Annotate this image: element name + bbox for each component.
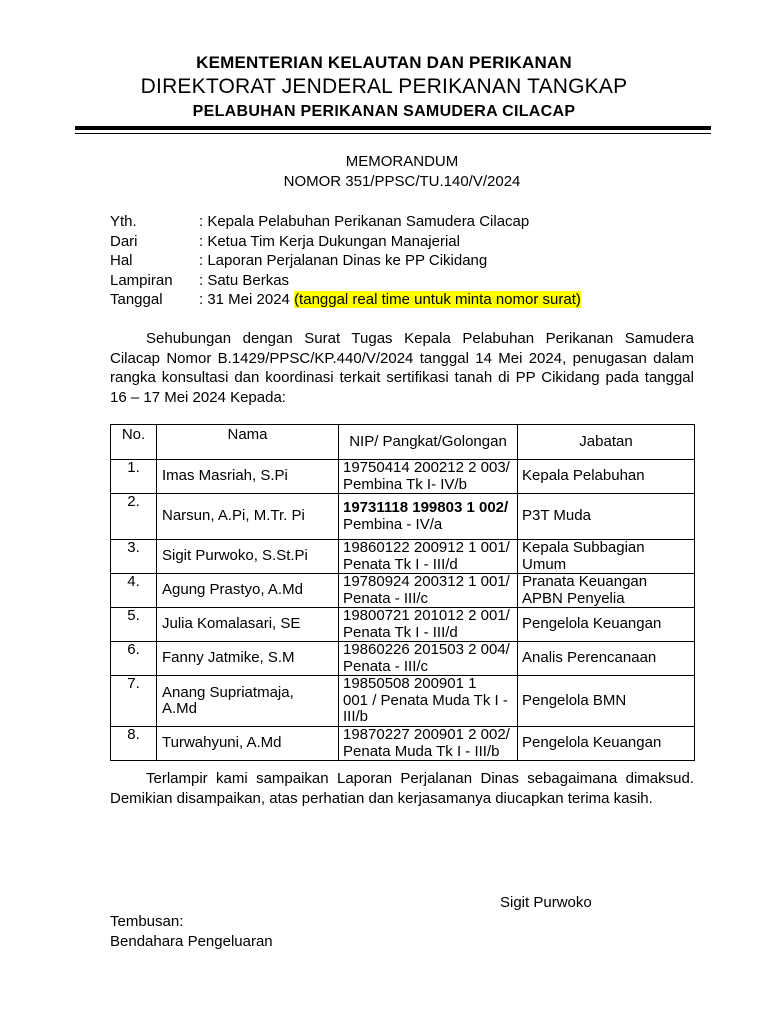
- nip-line: 19860226 201503 2 004/: [343, 641, 510, 658]
- nip-line: 19800721 201012 2 001/: [343, 607, 510, 624]
- table-row: [111, 574, 695, 608]
- row-number: 2.: [111, 494, 157, 540]
- meta-row-from: [110, 232, 581, 252]
- name-line: A.Md: [162, 700, 198, 717]
- position-line: Umum: [522, 555, 567, 573]
- nip-line: 19780924 200312 1 001/: [343, 573, 510, 590]
- nip-line: 19750414 200212 2 003/: [343, 459, 510, 476]
- name-line: Anang Supriatmaja,: [162, 683, 294, 701]
- row-name: Sigit Purwoko, S.St.Pi: [157, 540, 339, 574]
- row-name: Narsun, A.Pi, M.Tr. Pi: [157, 494, 339, 540]
- closing-paragraph: [110, 769, 694, 808]
- row-number: 6.: [111, 642, 157, 676]
- rank-line: Penata Muda Tk I - III/b: [343, 742, 500, 760]
- row-name: [157, 676, 339, 727]
- meta-value-date: : 31 Mei 2024: [199, 291, 295, 308]
- memo-title: MEMORANDUM: [345, 153, 459, 170]
- staff-table: [110, 424, 695, 761]
- row-name: Fanny Jatmike, S.M: [157, 642, 339, 676]
- meta-row-to: [110, 212, 581, 232]
- row-nip: [339, 460, 518, 494]
- nip-line: 19870227 200901 2 002/: [343, 726, 510, 743]
- row-nip: [339, 540, 518, 574]
- row-position: [518, 540, 695, 574]
- row-position: [518, 574, 695, 608]
- row-number: 3.: [111, 540, 157, 574]
- row-number: 4.: [111, 574, 157, 608]
- rank-line: Penata Tk I - III/d: [343, 623, 458, 641]
- row-position: Kepala Pelabuhan: [518, 460, 695, 494]
- row-nip: [339, 727, 518, 761]
- row-number: 7.: [111, 676, 157, 727]
- directorate-heading: DIREKTORAT JENDERAL PERIKANAN TANGKAP: [140, 75, 628, 98]
- header-divider-thin: [75, 133, 711, 134]
- meta-label-subject: Hal: [110, 252, 133, 269]
- header-name: Nama: [157, 425, 339, 460]
- row-name: Turwahyuni, A.Md: [157, 727, 339, 761]
- meta-label-date: Tanggal: [110, 291, 163, 308]
- memo-number: NOMOR 351/PPSC/TU.140/V/2024: [283, 173, 521, 190]
- closing-paragraph-text: Terlampir kami sampaikan Laporan Perjalanan Dinas sebagaimana dimaksud. Demikian disampaikan, atas perhatian dan kerjasamanya diucapkan terima kasih.: [110, 770, 694, 807]
- nip-line: 19850508 200901 1: [343, 675, 477, 692]
- rank-line: Penata Tk I - III/d: [343, 555, 458, 573]
- meta-value-to: : Kepala Pelabuhan Perikanan Samudera Cilacap: [199, 213, 530, 230]
- meta-value-subject: : Laporan Perjalanan Dinas ke PP Cikidang: [199, 252, 488, 269]
- meta-value-from: : Ketua Tim Kerja Dukungan Manajerial: [199, 232, 460, 250]
- signer-name: Sigit Purwoko: [500, 894, 592, 911]
- row-nip: [339, 642, 518, 676]
- table-row: [111, 540, 695, 574]
- position-line: Kepala Subbagian: [522, 539, 645, 556]
- row-position: Pengelola Keuangan: [518, 727, 695, 761]
- header-divider-thick: [75, 126, 711, 130]
- position-line: Pranata Keuangan: [522, 573, 648, 590]
- meta-label-attachment: Lampiran: [110, 271, 173, 289]
- row-name: Julia Komalasari, SE: [157, 608, 339, 642]
- rank-line: III/b: [343, 708, 369, 725]
- memo-meta: [110, 212, 581, 310]
- table-row: [111, 727, 695, 761]
- rank-line: Pembina Tk I- IV/b: [343, 475, 467, 493]
- row-nip: [339, 574, 518, 608]
- row-position: P3T Muda: [518, 494, 695, 540]
- table-row: [111, 608, 695, 642]
- row-number: 5.: [111, 608, 157, 642]
- rank-line: Penata - III/c: [343, 589, 429, 607]
- table-row: [111, 460, 695, 494]
- meta-row-attachment: [110, 271, 581, 291]
- row-nip: [339, 494, 518, 540]
- table-row: [111, 494, 695, 540]
- opening-paragraph-text: Sehubungan dengan Surat Tugas Kepala Pelabuhan Perikanan Samudera Cilacap Nomor B.1429/PPSC/KP.440/V/2024 tanggal 14 Mei 2024, penugasan dalam rangka konsultasi dan koordinasi terkait sertifikasi tanah di PP Cikidang pada tanggal 16 – 17 Mei 2024 Kepada:: [110, 330, 694, 406]
- header-no: No.: [111, 425, 157, 460]
- row-name: Agung Prastyo, A.Md: [157, 574, 339, 608]
- meta-label-to: Yth.: [110, 213, 137, 230]
- row-name: Imas Masriah, S.Pi: [157, 460, 339, 494]
- row-position: Pengelola Keuangan: [518, 608, 695, 642]
- row-nip: [339, 676, 518, 727]
- row-nip: [339, 608, 518, 642]
- rank-line: Pembina - IV/a: [343, 515, 443, 533]
- opening-paragraph: [110, 329, 694, 407]
- row-position: Analis Perencanaan: [518, 642, 695, 676]
- row-number: 1.: [111, 460, 157, 494]
- nip-line: 19860122 200912 1 001/: [343, 539, 510, 556]
- office-heading: PELABUHAN PERIKANAN SAMUDERA CILACAP: [192, 103, 576, 120]
- rank-line: Penata - III/c: [343, 657, 429, 675]
- meta-row-subject: [110, 251, 581, 271]
- row-number: 8.: [111, 727, 157, 761]
- table-header-row: [111, 425, 695, 460]
- table-row: [111, 642, 695, 676]
- meta-value-attachment: : Satu Berkas: [199, 271, 290, 289]
- date-note-highlight: (tanggal real time untuk minta nomor surat): [294, 291, 581, 308]
- meta-row-date: [110, 290, 581, 310]
- rank-line: 001 / Penata Muda Tk I -: [343, 691, 508, 709]
- copy-label: Tembusan:: [110, 913, 184, 930]
- table-row: [111, 676, 695, 727]
- header-nip: NIP/ Pangkat/Golongan: [339, 425, 518, 460]
- copy-recipient: Bendahara Pengeluaran: [110, 933, 273, 950]
- nip-line: 19731118 199803 1 002/: [343, 499, 509, 516]
- meta-label-from: Dari: [110, 232, 138, 250]
- ministry-heading: KEMENTERIAN KELAUTAN DAN PERIKANAN: [196, 53, 572, 72]
- row-position: Pengelola BMN: [518, 676, 695, 727]
- header-position: Jabatan: [518, 425, 695, 460]
- position-line: APBN Penyelia: [522, 589, 625, 607]
